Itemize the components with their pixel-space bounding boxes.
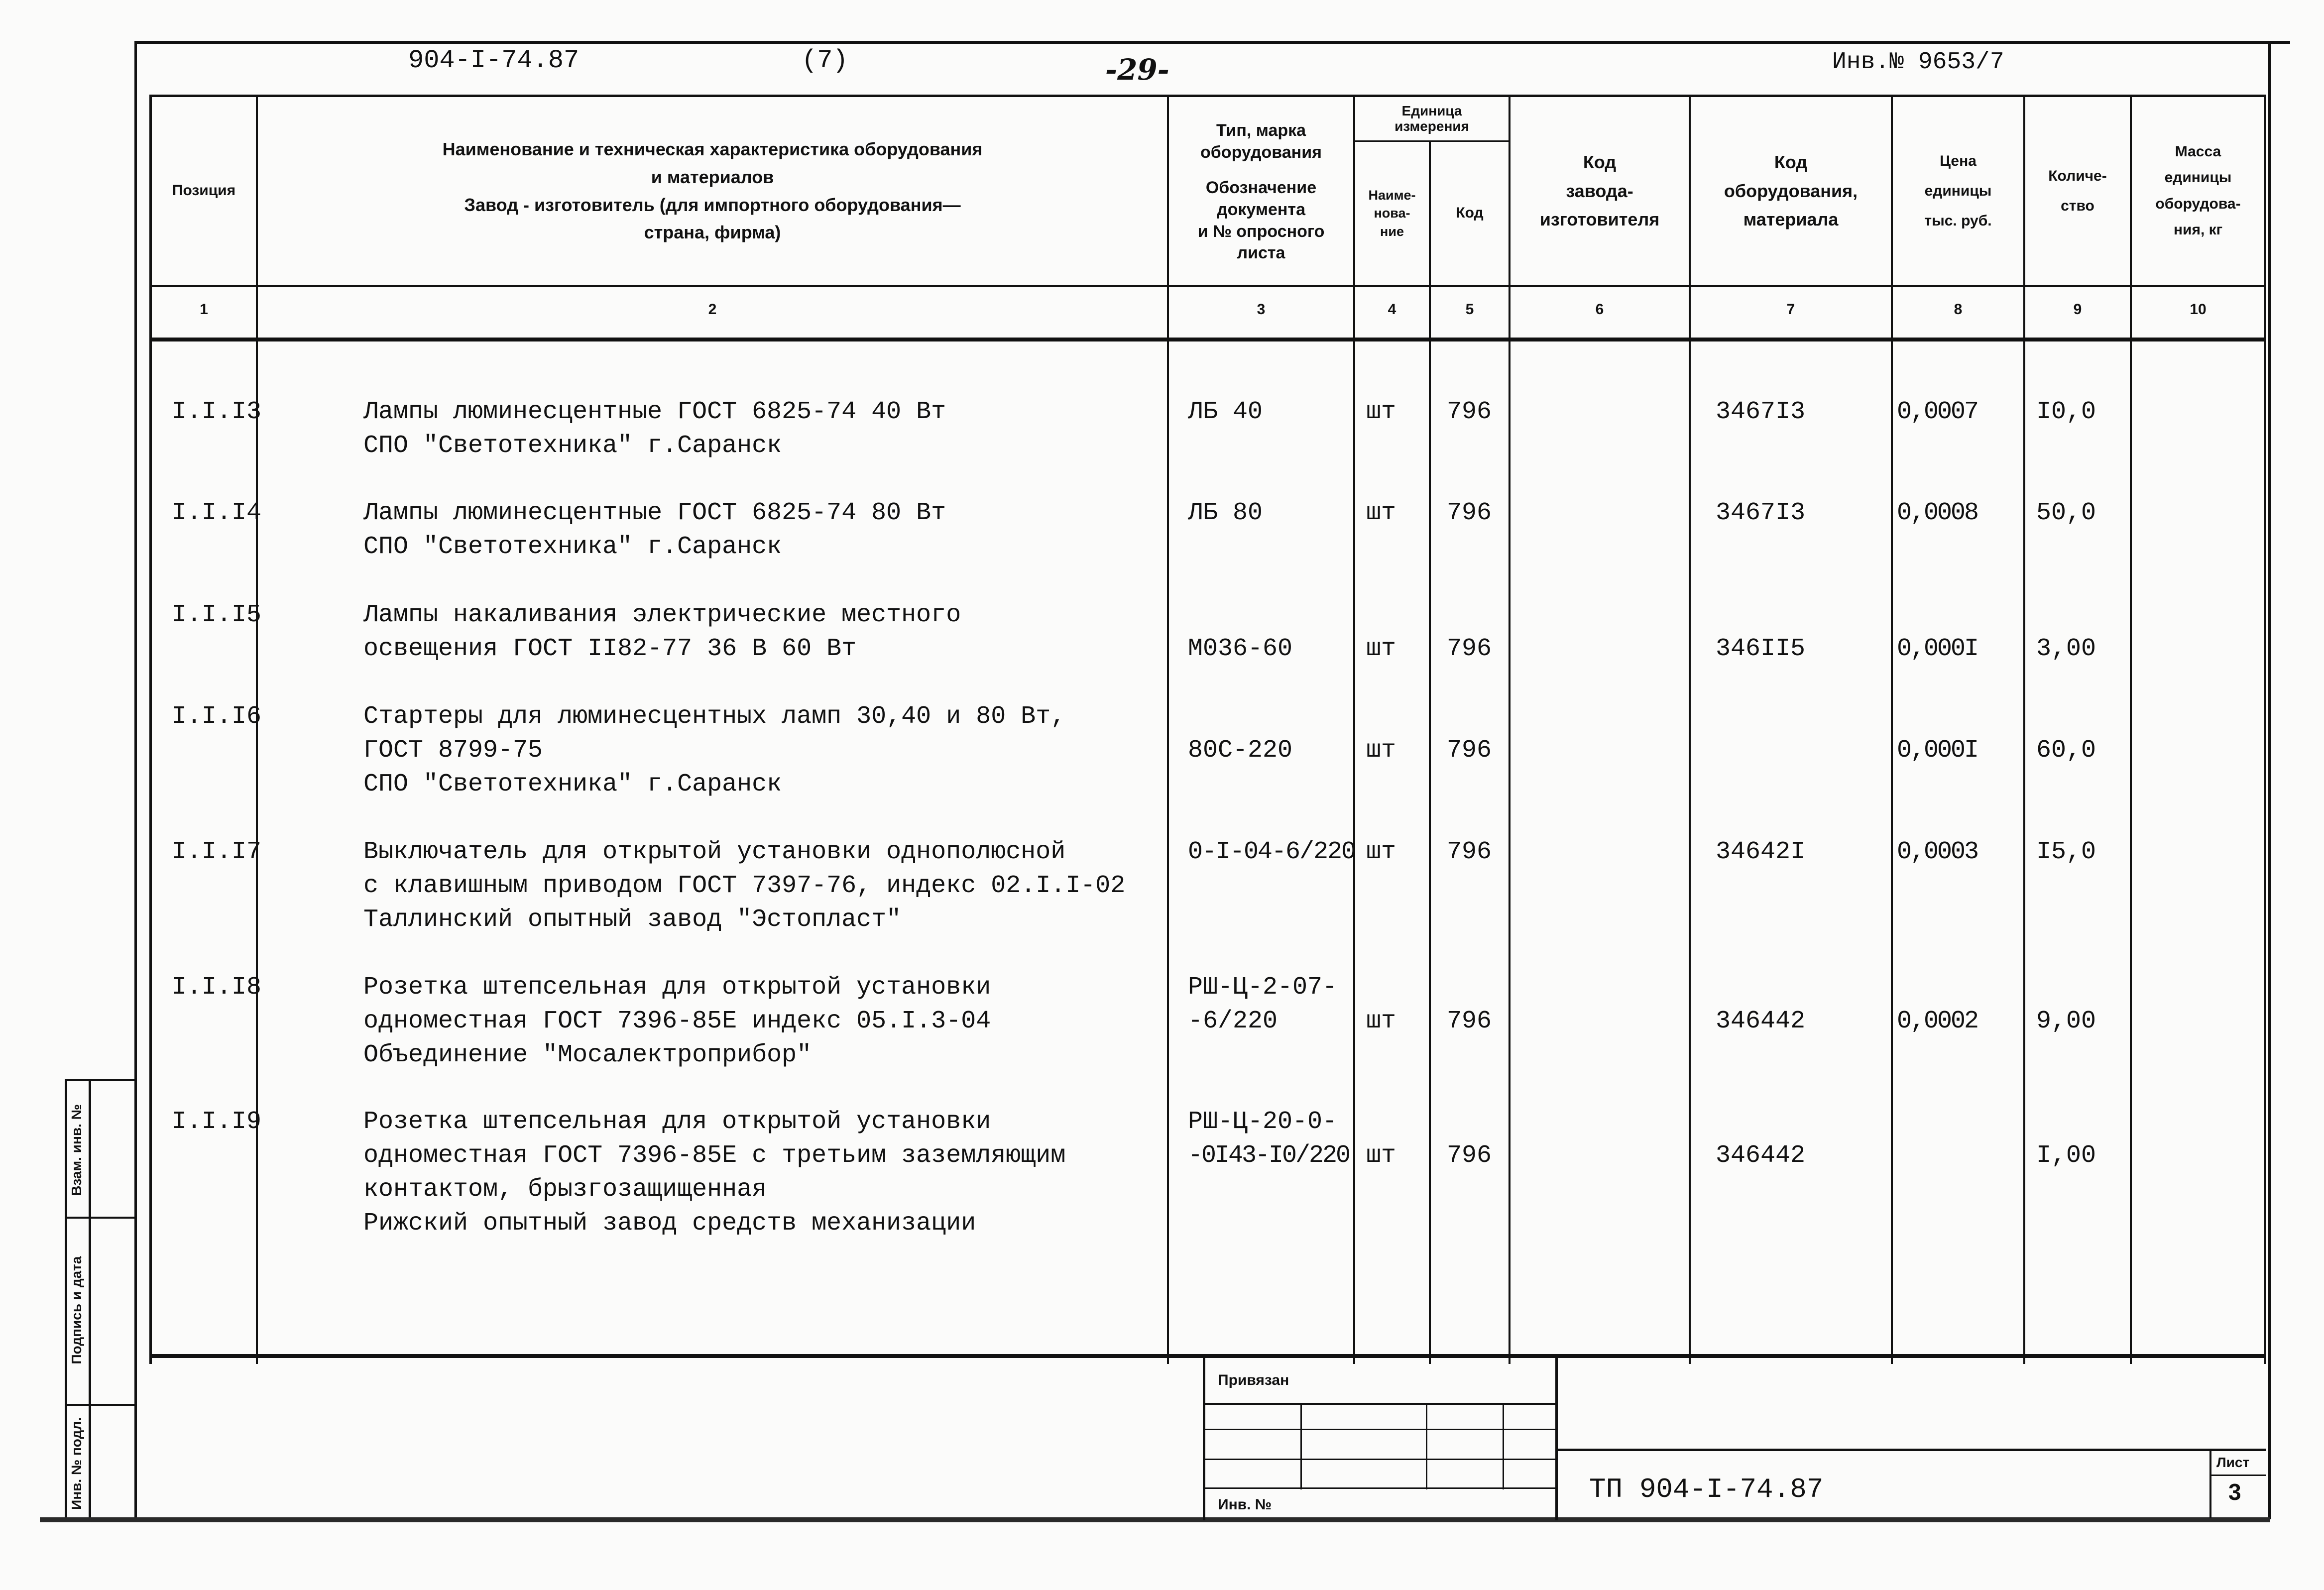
sheet-label: Лист [2216,1455,2250,1470]
row-quantity: I,00 [2036,1141,2096,1170]
row-unit: шт [1366,398,1396,426]
title-block-grid-line [1203,1429,1557,1430]
header-bottom-border [149,285,2266,287]
header-mass [2132,97,2264,285]
row-material-code: 3467I3 [1716,398,1806,426]
col-number-9: 9 [2073,301,2082,318]
row-type: М036-60 [1188,635,1293,663]
header-material-code-line2: оборудования, [1724,180,1858,201]
header-name-line2: и материалов [651,166,774,187]
col-line-10 [2264,95,2266,1364]
row-position: I.I.I9 [172,1108,262,1136]
title-code: ТП 904-I-74.87 [1589,1474,1824,1505]
header-unit-group [1355,98,1509,140]
header-price-line3: тыс. руб. [1924,212,1992,229]
header-material-code-line1: Код [1774,152,1808,173]
side-stamp-left-border [65,1079,67,1517]
col-line-2 [1167,95,1169,1364]
row-type: 80С-220 [1188,736,1293,765]
row-position: I.I.I8 [172,973,262,1002]
title-block-left-divider [1203,1356,1205,1520]
col-number-3: 3 [1257,301,1266,318]
title-block-sheet-line [2209,1475,2266,1476]
header-name-line3: Завод - изготовитель (для импортного оборудования— [464,194,961,215]
header-type-line4: документа [1217,200,1305,219]
title-block-grid-line [1203,1459,1557,1460]
row-quantity: 9,00 [2036,1007,2096,1035]
header-unit-code [1431,142,1509,285]
col-number-7: 7 [1786,301,1795,318]
header-material-code-line3: материала [1743,209,1839,230]
row-price: 0,0003 [1897,838,1978,866]
page-number: -29- [1105,53,1169,87]
row-unit-code: 796 [1447,1141,1492,1170]
col-line-0 [149,95,152,1364]
header-unit-name-line2: нова- [1374,206,1410,221]
row-name-line: Стартеры для люминесцентных ламп 30,40 и 80 Вт, [363,702,1066,731]
sheet-number: 3 [2228,1479,2241,1505]
col-number-8: 8 [1954,301,1963,318]
header-unit-name-line1: Наиме- [1368,187,1416,203]
col-line-6 [1689,95,1691,1364]
row-position: I.I.I7 [172,838,262,866]
row-position: I.I.I4 [172,499,262,527]
header-mass-line1: Масса [2175,143,2221,160]
row-position: I.I.I6 [172,702,262,731]
attached-label: Привязан [1218,1372,1289,1388]
header-type [1169,100,1353,285]
col-line-5 [1509,95,1511,1364]
header-quantity [2025,97,2130,285]
row-quantity: 60,0 [2036,736,2096,765]
inventory-no-label: Инв. № [1218,1496,1272,1513]
header-position [152,97,256,285]
title-block-sheet-divider [2209,1449,2211,1518]
row-unit-code: 796 [1447,736,1492,765]
side-stamp-inv-original: Инв. № подл. [69,1417,84,1510]
header-name-line4: страна, фирма) [644,222,781,243]
frame-top-line [134,41,2290,44]
row-type: -6/220 [1188,1007,1278,1035]
col-number-6: 6 [1595,301,1604,318]
row-quantity: I5,0 [2036,838,2096,866]
col-number-4: 4 [1388,301,1396,318]
title-block-grid-line [1203,1487,1557,1489]
row-material-code: 346442 [1716,1141,1806,1170]
header-unit-group-line1: Единица [1401,103,1462,119]
title-block-grid-line [1203,1403,1557,1405]
header-plant-code-line2: завода- [1566,180,1633,201]
row-type: 0-I-04-6/220 [1188,838,1356,866]
row-name-line: СПО "Светотехника" г.Саранск [363,770,782,798]
header-plant-code-line3: изготовителя [1539,209,1660,230]
row-name-line: Лампы накаливания электрические местного [363,601,961,629]
header-mass-line3: оборудова- [2155,195,2241,212]
header-unit-name [1355,142,1429,285]
row-name-line: с клавишным приводом ГОСТ 7397-76, индекс 02.I.I-02 [363,872,1126,900]
row-price: 0,000I [1897,736,1978,765]
col-number-10: 10 [2190,301,2207,318]
row-quantity: 3,00 [2036,635,2096,663]
col-line-4 [1429,140,1431,1364]
row-name-line: Объединение "Мосалектроприбор" [363,1041,812,1069]
header-unit-group-line2: измерения [1394,118,1469,134]
header-type-line6: листа [1237,243,1285,263]
row-quantity: 50,0 [2036,499,2096,527]
header-price [1893,97,2023,285]
header-mass-line4: ния, кг [2173,222,2223,238]
row-name-line: одноместная ГОСТ 7396-85Е индекс 05.I.3-04 [363,1007,991,1035]
row-type: -0I43-I0/220 [1188,1141,1350,1170]
header-unit-name-line3: ние [1380,224,1404,239]
row-name-line: Лампы люминесцентные ГОСТ 6825-74 40 Вт [363,398,946,426]
side-stamp-replace-inv: Взам. инв. № [69,1104,84,1196]
row-name-line: Выключатель для открытой установки однополюсной [363,838,1066,866]
row-unit-code: 796 [1447,635,1492,663]
row-price: 0,000I [1897,635,1978,663]
header-mass-line2: единицы [2164,169,2232,186]
row-name-line: контактом, брызгозащищенная [363,1175,767,1204]
row-position: I.I.I5 [172,601,262,629]
row-material-code: 346II5 [1716,635,1806,663]
col-number-5: 5 [1465,301,1474,318]
row-name-line: освещения ГОСТ II82-77 36 В 60 Вт [363,635,857,663]
inventory-number: Инв.№ 9653/7 [1832,49,2004,76]
row-type: ЛБ 40 [1188,398,1263,426]
header-type-line1: Тип, марка [1216,121,1306,140]
frame-right-line [2268,41,2271,1519]
row-unit: шт [1366,1141,1396,1170]
header-plant-code [1511,97,1689,285]
row-unit: шт [1366,1007,1396,1035]
doc-code: 904-I-74.87 [408,46,580,75]
row-unit: шт [1366,499,1396,527]
title-block-top-border [149,1354,2266,1358]
title-block-grid-col [1503,1403,1504,1489]
row-name-line: Розетка штепсельная для открытой установки [363,973,991,1002]
title-block-mid-divider [1555,1356,1558,1520]
row-quantity: I0,0 [2036,398,2096,426]
row-name-line: Таллинский опытный завод "Эстопласт" [363,906,902,934]
frame-bottom-line [40,1517,2270,1522]
row-type: РШ-Ц-2-07- [1188,973,1338,1002]
title-block-grid-col [1426,1403,1427,1489]
header-name [258,97,1167,285]
col-line-3 [1353,95,1355,1364]
row-type: ЛБ 80 [1188,499,1263,527]
row-name-line: ГОСТ 8799-75 [363,736,543,765]
col-line-8 [2023,95,2025,1364]
header-position-text: Позиция [172,182,236,199]
title-block-grid-col [1300,1403,1302,1489]
row-price: 0,0008 [1897,499,1978,527]
col-line-7 [1891,95,1893,1364]
row-name-line: одноместная ГОСТ 7396-85Е с третьим заземляющим [363,1141,1066,1170]
header-price-line1: Цена [1940,152,1976,169]
row-name-line: Рижский опытный завод средств механизации [363,1209,976,1238]
row-unit-code: 796 [1447,499,1492,527]
header-name-line1: Наименование и техническая характеристика оборудования [442,138,983,159]
row-unit: шт [1366,838,1396,866]
header-price-line2: единицы [1924,182,1992,199]
side-stamp-mid-border [89,1079,91,1517]
row-type: РШ-Ц-20-0- [1188,1108,1338,1136]
row-name-line: Лампы люминесцентные ГОСТ 6825-74 80 Вт [363,499,946,527]
title-block-name-top [1557,1449,2266,1451]
row-material-code: 34642I [1716,838,1806,866]
header-unit-code-text: Код [1456,205,1484,222]
row-unit-code: 796 [1447,838,1492,866]
col-number-2: 2 [708,301,717,318]
row-name-line: СПО "Светотехника" г.Саранск [363,432,782,460]
row-price: 0,0002 [1897,1007,1978,1035]
col-line-9 [2130,95,2132,1364]
header-plant-code-line1: Код [1583,152,1617,173]
row-material-code: 346442 [1716,1007,1806,1035]
col-number-bottom-border [149,338,2266,341]
row-price: 0,0007 [1897,398,1978,426]
header-quantity-line1: Количе- [2048,167,2107,184]
header-type-line2: оборудования [1200,142,1322,162]
row-name-line: СПО "Светотехника" г.Саранск [363,533,782,561]
row-unit: шт [1366,736,1396,765]
row-position: I.I.I3 [172,398,262,426]
row-material-code: 3467I3 [1716,499,1806,527]
page-marker: (7) [802,46,848,75]
row-unit-code: 796 [1447,1007,1492,1035]
header-type-line5: и № опросного [1197,222,1325,241]
row-name-line: Розетка штепсельная для открытой установки [363,1108,991,1136]
header-quantity-line2: ство [2061,197,2094,214]
row-unit: шт [1366,635,1396,663]
row-unit-code: 796 [1447,398,1492,426]
header-type-line3: Обозначение [1205,178,1317,198]
side-stamp-sign-date: Подпись и дата [69,1256,84,1364]
col-number-1: 1 [200,301,208,318]
frame-left-line [134,41,137,1519]
header-material-code [1691,97,1891,285]
